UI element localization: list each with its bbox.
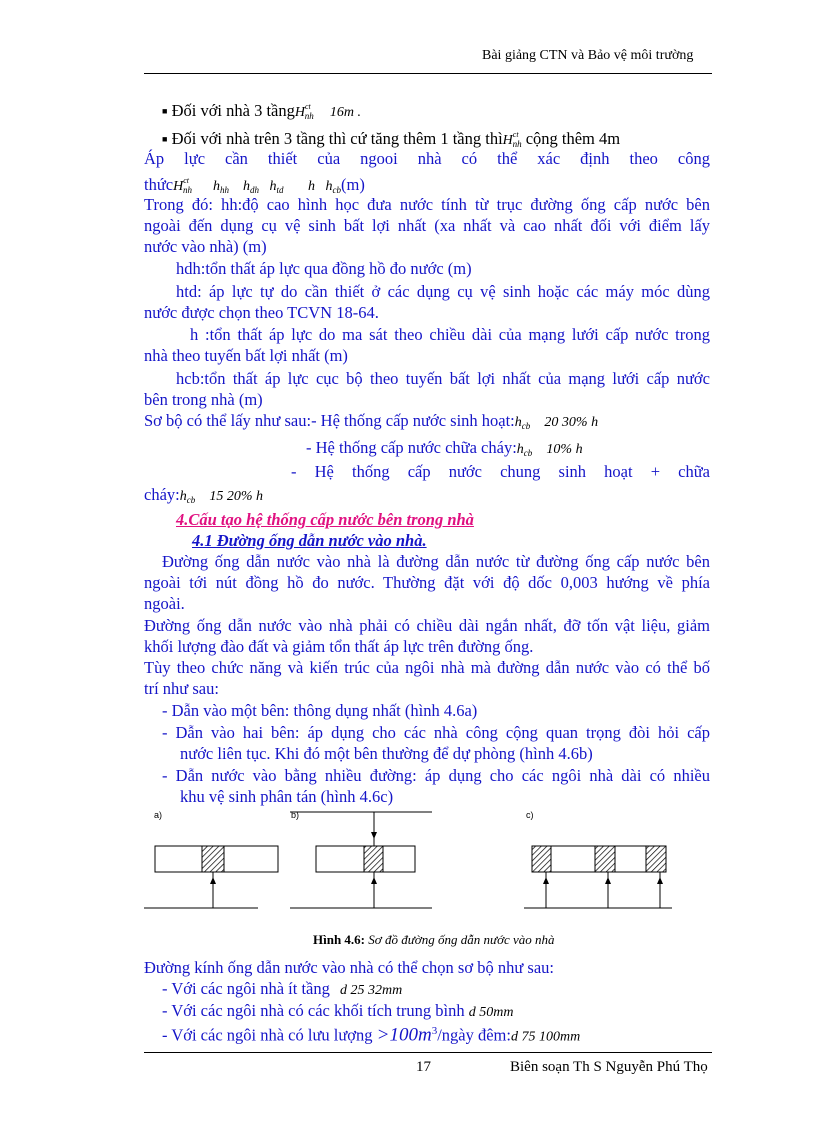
diameter-item-3: - Với các ngôi nhà có lưu lượng $>100m^3$/ngày đêm:d 75 100mm (162, 1024, 581, 1046)
list-item-2-line-2: nước liên tục. Khi đó một bên thường để dự phòng (hình 4.6b) (180, 744, 593, 763)
s4-para-3-line-1: Tùy theo chức năng và kiến trúc của ngôi nhà mà đường dẫn nước vào có thể bố (144, 658, 710, 677)
figure-diagram (140, 800, 700, 920)
list-item-2-line-1: - Dẫn vào hai bên: áp dụng cho các nhà công cộng quan trọng đòi hỏi cấp (162, 723, 710, 742)
s4-para-1-line-1: Đường ống dẫn nước vào nhà là đường dẫn nước từ đường ống cấp nước bên (162, 552, 710, 571)
bullet-icon: ■ (162, 106, 168, 116)
s4-para-3-line-2: trí như sau: (144, 679, 219, 698)
list-item-3-line-2: khu vệ sinh phân tán (hình 4.6c) (180, 787, 394, 806)
header-title: Bài giảng CTN và Bảo vệ môi trường (482, 48, 694, 63)
h-line-1: h :tổn thất áp lực do ma sát theo chiều dài của mạng lưới cấp nước trong (190, 325, 710, 344)
figure-label-b: b) (291, 810, 300, 820)
diameter-intro: Đường kính ống dẫn nước vào nhà có thể chọn sơ bộ như sau: (144, 958, 554, 977)
s4-para-2-line-2: khối lượng đào đất và giảm tổn thất áp lực trên đường ống. (144, 637, 534, 656)
htd-line-1: htd: áp lực tự do cần thiết ở các dụng cụ vệ sinh hoặc các máy móc dùng (176, 282, 710, 301)
section-4-1-title: 4.1 Đường ống dẫn nước vào nhà. (192, 531, 427, 550)
figure-4-6 (140, 800, 700, 920)
page-number: 17 (416, 1059, 431, 1075)
bullet-icon: ■ (162, 134, 168, 144)
header-rule (144, 73, 712, 74)
sobo-line-3: - Hệ thống cấp nước chung sinh hoạt + chữa (291, 462, 710, 481)
formula-h-ct: $H^{ct}_{nh}$ $h_{hh}$ $h_{dh}$ $h_{td}$ h $h_{cb}$ (173, 176, 342, 195)
hdh-line: hdh:tổn thất áp lực qua đồng hồ đo nước (m) (176, 259, 472, 278)
diagram-b (290, 812, 432, 908)
s4-para-1-line-3: ngoài. (144, 594, 185, 613)
sobo-line-2: - Hệ thống cấp nước chữa $cháy:h_{cb}$ 10% h (306, 438, 583, 458)
s4-para-1-line-2: ngoài tới nút đồng hồ đo nước. Thường đặt với độ dốc 0,003 hướng về phía (144, 573, 710, 592)
section-4-title: 4.Cấu tạo hệ thống cấp nước bên trong nhà (176, 510, 474, 529)
diagram-c (524, 846, 672, 908)
footer-author: Biên soạn Th S Nguyễn Phú Thọ (510, 1059, 708, 1075)
bullet-item-1: ■ Đối với nhà 3 tầngH$^{ct}_{nh}$ 16m . (162, 101, 362, 121)
sobo-line-4: $cháy:h_{cb}$ 15 20% h (144, 485, 264, 505)
para-1-line-2: thứcH$^{ct}_{nh}$ $h_{hh}$ $h_{dh}$ $h_{td}$ h $h_{cb}(m)$ (144, 175, 365, 195)
para-1-line-1: Áp lực cần thiết của ngooi nhà có thể xác định theo công (144, 149, 710, 168)
h-line-2: nhà theo tuyến bất lợi nhất (m) (144, 346, 348, 365)
sobo-line-1: Sơ bộ có thể lấy như sau:- Hệ thống cấp nước $\sinh hoạt:h_{cb}$ 20 30% h (144, 411, 599, 431)
list-item-3-line-1: - Dẫn nước vào bằng nhiều đường: áp dụng cho các ngôi nhà dài có nhiều (162, 766, 710, 785)
para-2-line-1: Trong đó: hh:độ cao hình học đưa nước tính từ trục đường ống cấp nước bên (144, 195, 710, 214)
para-2-line-2: ngoài đến dụng cụ vệ sinh bất lợi nhất (xa nhất và cao nhất đối với điểm lấy (144, 216, 710, 235)
diameter-item-1: - Với các ngôi nhà ít tầng d 25 32mm (162, 979, 403, 998)
figure-label-c: c) (526, 810, 534, 820)
htd-line-2: nước được chọn theo TCVN 18-64. (144, 303, 379, 322)
hcb-line-2: bên trong nhà (m) (144, 390, 263, 409)
diagram-a (144, 846, 278, 908)
s4-para-2-line-1: Đường ống dẫn nước vào nhà phải có chiều dài ngắn nhất, đỡ tốn vật liệu, giảm (144, 616, 710, 635)
para-2-line-3: nước vào nhà) (m) (144, 237, 267, 256)
figure-caption: Hình 4.6: Sơ đồ đường ống dẫn nước vào nhà (313, 932, 555, 947)
figure-label-a: a) (154, 810, 163, 820)
bullet-item-2: ■ Đối với nhà trên 3 tầng thì cứ tăng thêm 1 tầng thìH$^{ct}_{nh}$ cộng thêm 4m (162, 129, 621, 149)
diameter-item-2: - Với các ngôi nhà có các khối tích trung bình d 50mm (162, 1001, 514, 1020)
footer-rule (144, 1052, 712, 1053)
hcb-line-1: hcb:tổn thất áp lực cục bộ theo tuyến bất lợi nhất của mạng lưới cấp nước (176, 369, 710, 388)
list-item-1: - Dẫn vào một bên: thông dụng nhất (hình 4.6a) (162, 701, 478, 720)
